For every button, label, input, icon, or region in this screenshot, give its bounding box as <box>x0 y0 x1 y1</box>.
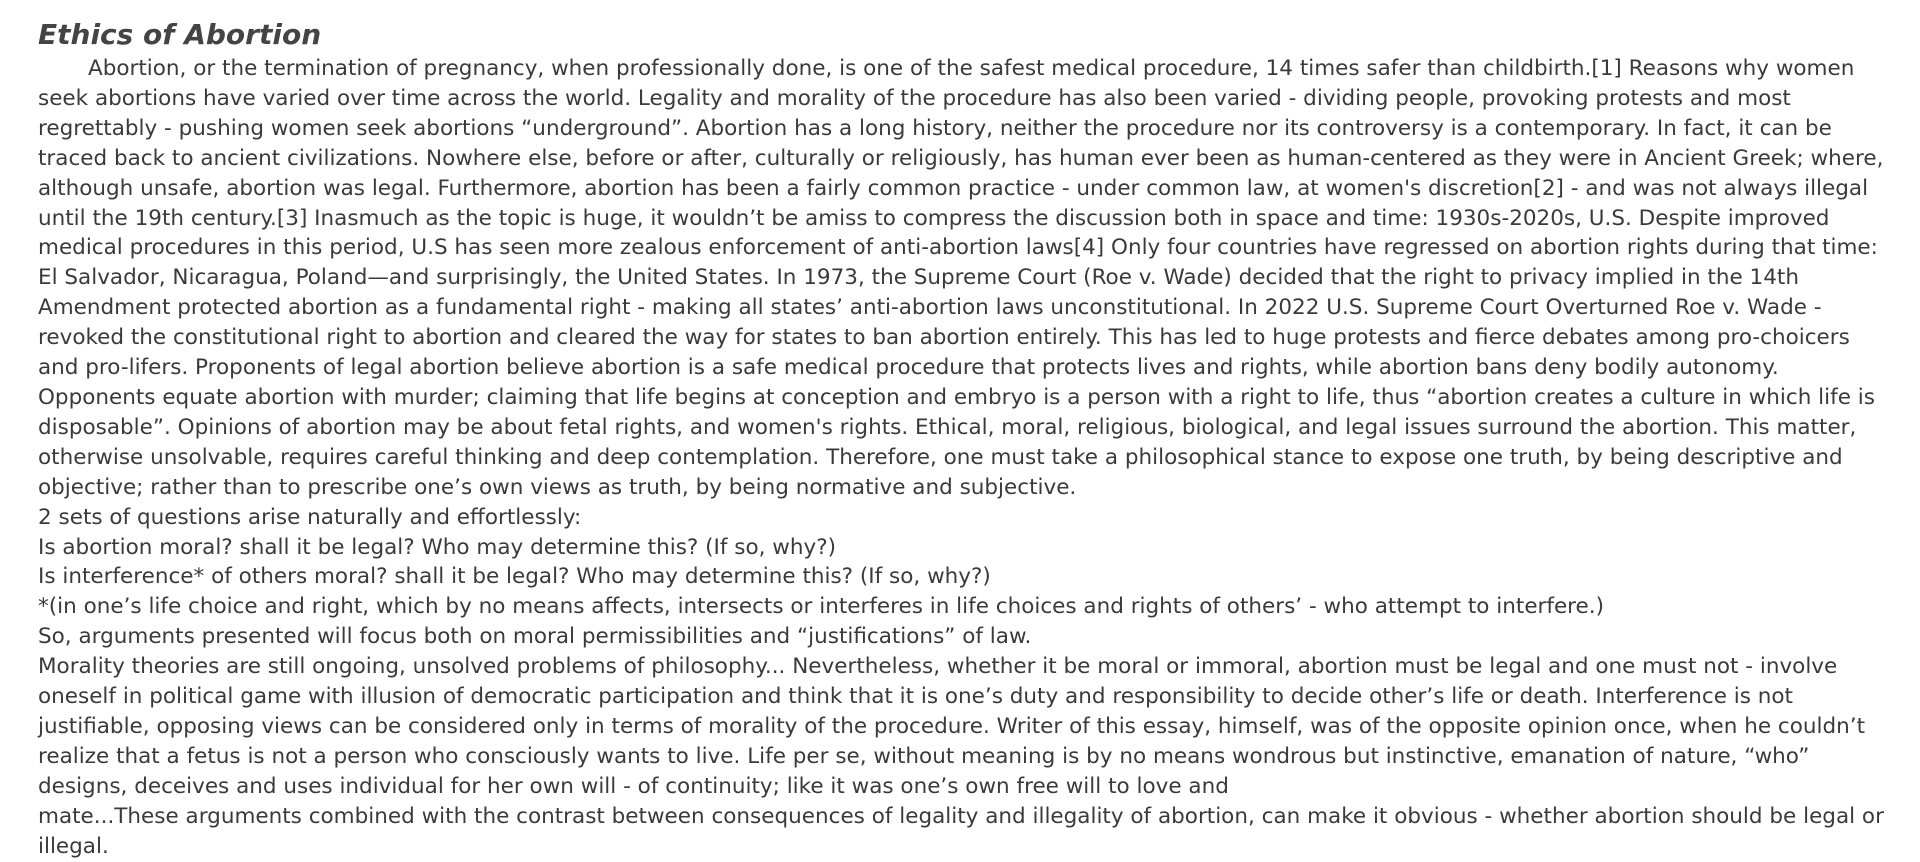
document-title: Ethics of Abortion <box>38 18 322 51</box>
document <box>38 16 1894 861</box>
intro-paragraph: Abortion, or the termination of pregnancy, when professionally done, is one of the safest medical procedure, 14 times safer than childbirth.[1] Reasons why women seek abortions have varied over time across the world. Legality and morality of the procedure has also been varied - dividing people, provoking protests and most regrettably - pushing women seek abortions “underground”. Abortion has a long history, neither the procedure nor its controversy is a contemporary. In fact, it can be traced back to ancient civilizations. Nowhere else, before or after, culturally or religiously, has human ever been as human-centered as they were in Ancient Greek; where, although unsafe, abortion was legal. Furthermore, abortion has been a fairly common practice - under common law, at women's discretion[2] - and was not always illegal until the 19th century.[3] Inasmuch as the topic is huge, it wouldn’t be amiss to compress the discussion both in space and time: 1930s-2020s, U.S. Despite improved medical procedures in this period, U.S has seen more zealous enforcement of anti-abortion laws[4] Only four countries have regressed on abortion rights during that time: El Salvador, Nicaragua, Poland—and surprisingly, the United States. In 1973, the Supreme Court (Roe v. Wade) decided that the right to privacy implied in the 14th Amendment protected abortion as a fundamental right - making all states’ anti-abortion laws unconstitutional. In 2022 U.S. Supreme Court Overturned Roe v. Wade - revoked the constitutional right to abortion and cleared the way for states to ban abortion entirely. This has led to huge protests and fierce debates among pro-choicers and pro-lifers. Proponents of legal abortion believe abortion is a safe medical procedure that protects lives and rights, while abortion bans deny bodily autonomy. Opponents equate abortion with murder; claiming that life begins at conception and embryo is a person with a right to life, thus “abortion creates a culture in which life is disposable”. Opinions of abortion may be about fetal rights, and women's rights. Ethical, moral, religious, biological, and legal issues surround the abortion. This matter, otherwise unsolvable, requires careful thinking and deep contemplation. Therefore, one must take a philosophical stance to expose one truth, by being descriptive and objective; rather than to prescribe one’s own views as truth, by being normative and subjective. <box>38 56 1884 500</box>
morality-paragraph: Morality theories are still ongoing, unsolved problems of philosophy... Nevertheless, whether it be moral or immoral, abortion must be legal and one must not - involve oneself in political game with illusion of democratic participation and think that it is one’s duty and responsibility to decide other’s life or death. Interference is not justifiable, opposing views can be considered only in terms of morality of the procedure. Writer of this essay, himself, was of the opposite opinion once, when he couldn’t realize that a fetus is not a person who consciously wants to live. Life per se, without meaning is by no means wondrous but instinctive, emanation of nature, “who” designs, deceives and uses individual for her own will - of continuity; like it was one’s own free will to love and <box>38 654 1866 799</box>
conclusion-paragraph: mate...These arguments combined with the contrast between consequences of legality and illegality of abortion, can make it obvious - whether abortion should be legal or illegal. <box>38 803 1884 859</box>
question-line-interference: Is interference* of others moral? shall it be legal? Who may determine this? (If so, why?) <box>38 564 991 590</box>
questions-intro-line: 2 sets of questions arise naturally and effortlessly: <box>38 504 582 530</box>
footnote-line: *(in one’s life choice and right, which by no means affects, intersects or interferes in life choices and rights of others’ - who attempt to interfere.) <box>38 594 1604 620</box>
question-line-abortion: Is abortion moral? shall it be legal? Who may determine this? (If so, why?) <box>38 534 837 560</box>
arguments-focus-line: So, arguments presented will focus both on moral permissibilities and “justifications” of law. <box>38 624 1032 650</box>
document-body <box>38 54 1894 861</box>
